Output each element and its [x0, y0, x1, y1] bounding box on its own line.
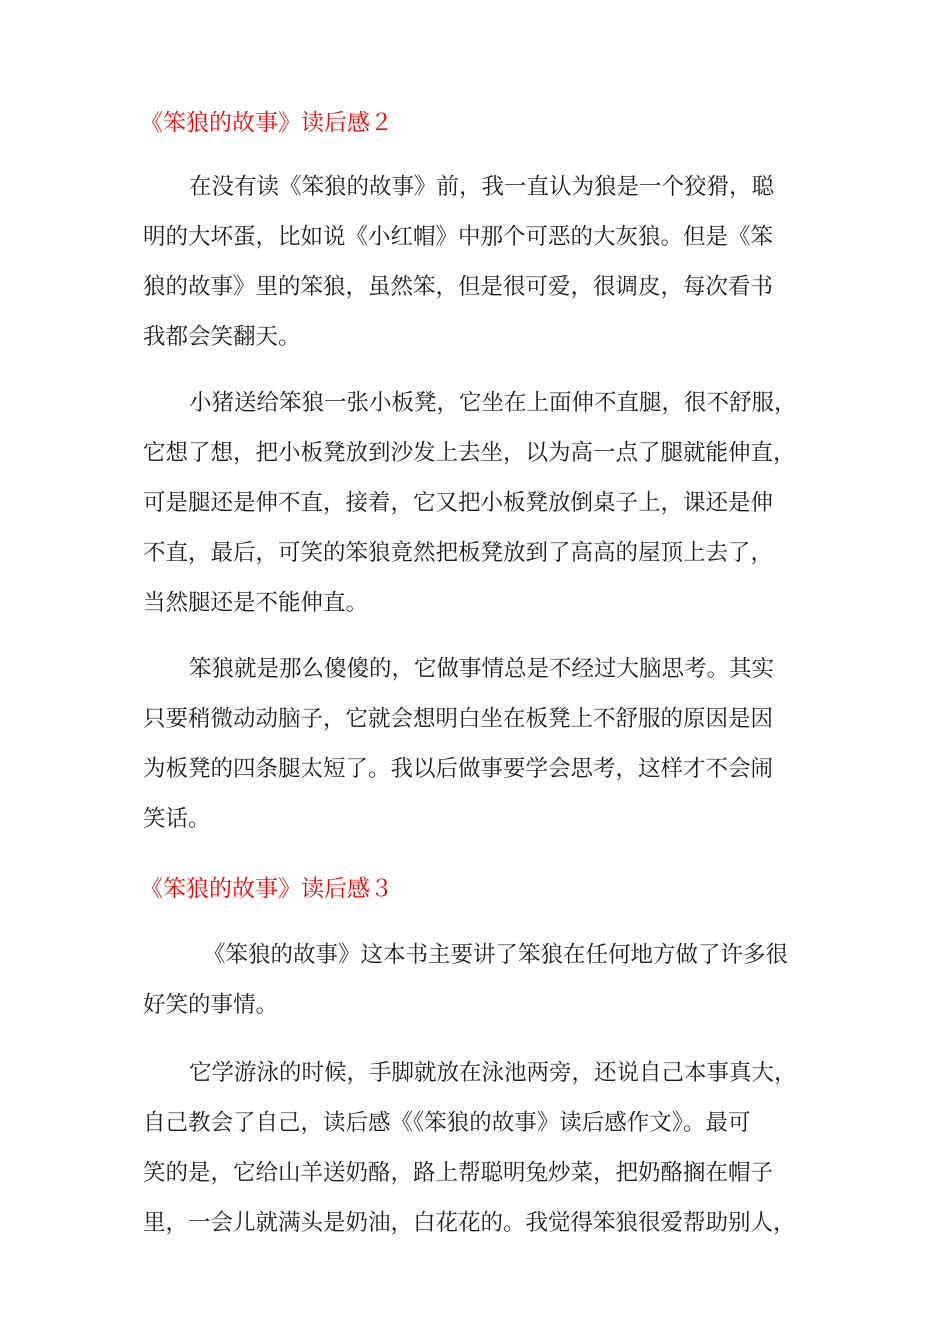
paragraph-line: 只要稍微动动脑子，它就会想明白坐在板凳上不舒服的原因是因	[143, 706, 774, 732]
paragraph-line: 里，一会儿就满头是奶油，白花花的。我觉得笨狼很爱帮助别人，	[143, 1210, 796, 1236]
paragraph-line: 笑的是，它给山羊送奶酪，路上帮聪明兔炒菜，把奶酪搁在帽子	[143, 1160, 774, 1186]
paragraph-5	[143, 1048, 823, 1248]
paragraph-2	[143, 378, 823, 628]
paragraph-line: 在没有读《笨狼的故事》前，我一直认为狼是一个狡猾，聪	[189, 174, 775, 200]
paragraph-1	[143, 162, 823, 362]
paragraph-line: 笑话。	[143, 806, 211, 832]
paragraph-4	[143, 930, 823, 1030]
paragraph-line: 自己教会了自己，读后感《《笨狼的故事》读后感作文》。最可	[143, 1110, 751, 1136]
paragraph-3	[143, 644, 823, 844]
paragraph-line: 不直，最后，可笑的笨狼竟然把板凳放到了高高的屋顶上去了，	[143, 540, 774, 566]
paragraph-line: 狼的故事》里的笨狼，虽然笨，但是很可爱，很调皮，每次看书	[143, 274, 774, 300]
paragraph-line: 我都会笑翻天。	[143, 324, 301, 350]
paragraph-line: 当然腿还是不能伸直。	[143, 590, 369, 616]
paragraph-line: 为板凳的四条腿太短了。我以后做事要学会思考，这样才不会闹	[143, 756, 774, 782]
paragraph-line: 可是腿还是伸不直，接着，它又把小板凳放倒桌子上，课还是伸	[143, 490, 774, 516]
paragraph-line: 明的大坏蛋，比如说《小红帽》中那个可恶的大灰狼。但是《笨	[143, 224, 774, 250]
paragraph-line: 它想了想，把小板凳放到沙发上去坐，以为高一点了腿就能伸直，	[143, 440, 796, 466]
section-heading-3: 《笨狼的故事》读后感３	[140, 876, 393, 902]
paragraph-line: 好笑的事情。	[143, 992, 279, 1018]
section-heading-2: 《笨狼的故事》读后感２	[140, 110, 393, 136]
paragraph-line: 笨狼就是那么傻傻的，它做事情总是不经过大脑思考。其实	[189, 656, 775, 682]
paragraph-line: 小猪送给笨狼一张小板凳，它坐在上面伸不直腿，很不舒服，	[189, 390, 797, 416]
paragraph-line: 它学游泳的时候，手脚就放在泳池两旁，还说自己本事真大，	[189, 1060, 797, 1086]
paragraph-line: 《笨狼的故事》这本书主要讲了笨狼在任何地方做了许多很	[203, 942, 789, 968]
